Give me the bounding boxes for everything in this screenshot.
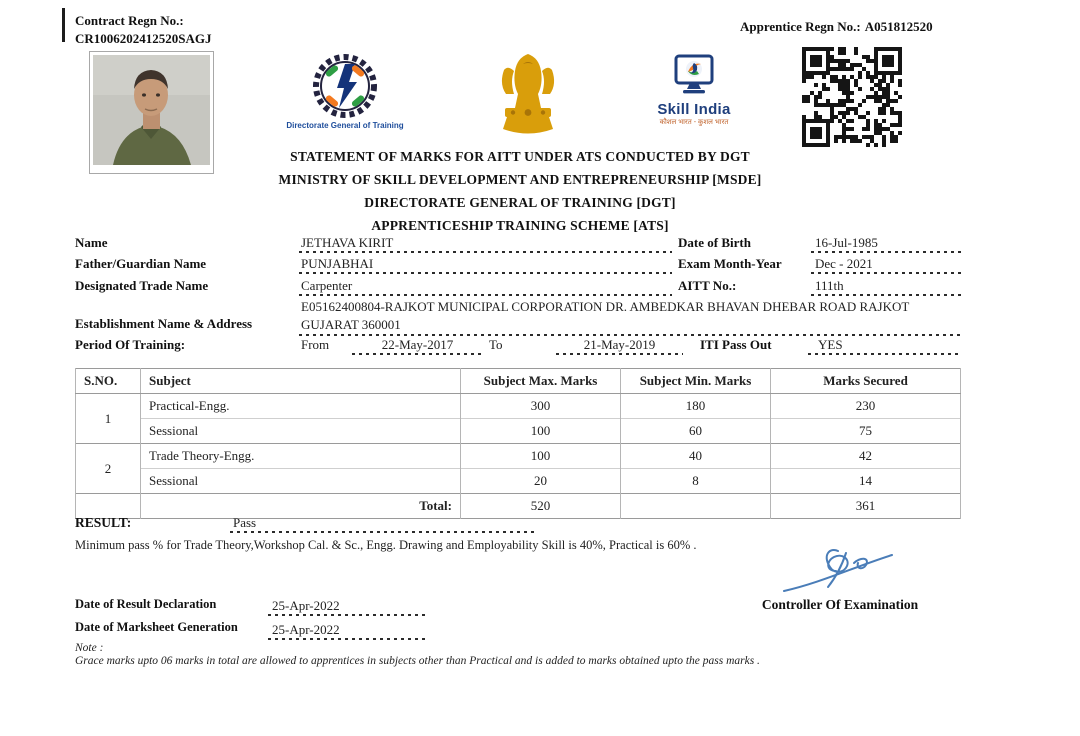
col-header-subject: Subject: [141, 369, 461, 394]
result-underline: [230, 531, 535, 533]
dob-underline: [811, 251, 962, 253]
min-marks-cell: 8: [621, 469, 771, 494]
col-header-max-marks: Subject Max. Marks: [461, 369, 621, 394]
subject-cell: Sessional: [141, 469, 461, 494]
exam-month-value: Dec - 2021: [815, 256, 873, 271]
max-marks-cell: 100: [461, 419, 621, 444]
col-header-sno: S.NO.: [76, 369, 141, 394]
iti-pass-out-label: ITI Pass Out: [700, 337, 772, 352]
establishment-address-line1: E05162400804-RAJKOT MUNICIPAL CORPORATION DR. AMBEDKAR BHAVAN DHEBAR ROAD RAJKOT: [301, 299, 910, 314]
contract-regn-label: Contract Regn No.:: [75, 13, 184, 28]
period-from-underline: [352, 353, 483, 355]
aitt-no-value: 111th: [815, 278, 844, 293]
result-declaration-date-underline: [268, 614, 426, 616]
min-marks-cell: 40: [621, 444, 771, 469]
table-row: [76, 469, 961, 494]
result-value: Pass: [233, 515, 257, 530]
controller-signature: [780, 545, 900, 595]
apprentice-regn-label: Apprentice Regn No.:: [740, 19, 861, 34]
title-line-1: STATEMENT OF MARKS FOR AITT UNDER ATS CONDUCTED BY DGT: [290, 149, 750, 164]
max-marks-cell: 300: [461, 394, 621, 419]
father-name-label: Father/Guardian Name: [75, 256, 207, 271]
total-max-marks: 520: [461, 494, 621, 519]
total-marks-secured: 361: [771, 494, 961, 519]
max-marks-cell: 20: [461, 469, 621, 494]
trade-name-value: Carpenter: [301, 278, 353, 293]
establishment-address-line2: GUJARAT 360001: [301, 317, 401, 332]
table-row: [76, 394, 961, 419]
total-min-marks: [621, 494, 771, 519]
name-underline: [299, 251, 672, 253]
sno-cell: 1: [76, 394, 141, 444]
marksheet-generation-date-value: 25-Apr-2022: [272, 622, 340, 637]
marks-table: [75, 368, 961, 519]
skill-india-logo: [646, 54, 742, 127]
establishment-underline: [299, 334, 962, 336]
minimum-pass-note: Minimum pass % for Trade Theory,Workshop Cal. & Sc., Engg. Drawing and Employability Skill is 40%, Practical is 60% .: [75, 538, 697, 552]
note-label: Note :: [75, 642, 104, 654]
iti-pass-out-underline: [808, 353, 960, 355]
result-declaration-date-value: 25-Apr-2022: [272, 598, 340, 613]
min-marks-cell: 60: [621, 419, 771, 444]
father-name-underline: [299, 272, 672, 274]
dob-value: 16-Jul-1985: [815, 235, 878, 250]
period-from-value: 22-May-2017: [381, 337, 454, 352]
title-line-2: MINISTRY OF SKILL DEVELOPMENT AND ENTREPRENEURSHIP [MSDE]: [278, 172, 762, 187]
sno-cell: 2: [76, 444, 141, 494]
trade-name-label: Designated Trade Name: [75, 278, 209, 293]
max-marks-cell: 100: [461, 444, 621, 469]
subject-cell: Sessional: [141, 419, 461, 444]
table-total-row: [76, 494, 961, 519]
apprentice-regn: [740, 18, 933, 36]
title-line-3: DIRECTORATE GENERAL OF TRAINING [DGT]: [364, 195, 676, 210]
skill-india-subtitle: कौशल भारत - कुशल भारत: [659, 119, 729, 126]
marks-secured-cell: 42: [771, 444, 961, 469]
period-from-label: From: [301, 337, 330, 352]
apprentice-regn-value: A051812520: [864, 19, 933, 34]
skill-india-title: Skill India: [657, 101, 731, 118]
exam-month-label: Exam Month-Year: [678, 256, 782, 271]
marks-secured-cell: 14: [771, 469, 961, 494]
marksheet-generation-date-underline: [268, 638, 426, 640]
contract-regn-value: CR1006202412520SAGJ: [75, 31, 212, 46]
dob-label: Date of Birth: [678, 235, 751, 250]
aitt-no-label: AITT No.:: [678, 278, 737, 293]
note-text: Grace marks upto 06 marks in total are allowed to apprentices in subjects other than Practical and is added to marks obtained upto the pass marks .: [75, 655, 760, 667]
subject-cell: Practical-Engg.: [141, 394, 461, 419]
marks-secured-cell: 75: [771, 419, 961, 444]
document-title-block: [0, 149, 1040, 234]
dgt-logo-icon: [303, 52, 387, 122]
table-row: [76, 444, 961, 469]
india-emblem-icon: [497, 48, 559, 142]
title-line-4: APPRENTICESHIP TRAINING SCHEME [ATS]: [371, 218, 669, 233]
marks-table-header-row: [76, 369, 961, 394]
scan-artifact: [62, 8, 65, 42]
col-header-min-marks: Subject Min. Marks: [621, 369, 771, 394]
period-to-underline: [556, 353, 683, 355]
result-declaration-date-label: Date of Result Declaration: [75, 597, 217, 611]
name-value: JETHAVA KIRIT: [301, 235, 394, 250]
period-of-training-label: Period Of Training:: [75, 337, 186, 352]
dgt-logo-caption: Directorate General of Training: [286, 121, 404, 130]
result-label: RESULT:: [75, 515, 132, 530]
period-to-value: 21-May-2019: [583, 337, 656, 352]
exam-month-underline: [811, 272, 962, 274]
father-name-value: PUNJABHAI: [301, 256, 374, 271]
table-row: [76, 419, 961, 444]
establishment-label: Establishment Name & Address: [75, 316, 253, 331]
min-marks-cell: 180: [621, 394, 771, 419]
marks-secured-cell: 230: [771, 394, 961, 419]
name-label: Name: [75, 235, 108, 250]
iti-pass-out-value: YES: [818, 337, 843, 352]
period-to-label: To: [489, 337, 503, 352]
trade-name-underline: [299, 294, 672, 296]
aitt-no-underline: [811, 294, 962, 296]
controller-of-examination-label: Controller Of Examination: [761, 597, 919, 612]
skill-india-icon: [672, 54, 716, 101]
qr-code: [802, 47, 902, 147]
subject-cell: Trade Theory-Engg.: [141, 444, 461, 469]
marksheet-generation-date-label: Date of Marksheet Generation: [75, 620, 238, 634]
total-label: Total:: [141, 494, 461, 519]
col-header-marks-secured: Marks Secured: [771, 369, 961, 394]
